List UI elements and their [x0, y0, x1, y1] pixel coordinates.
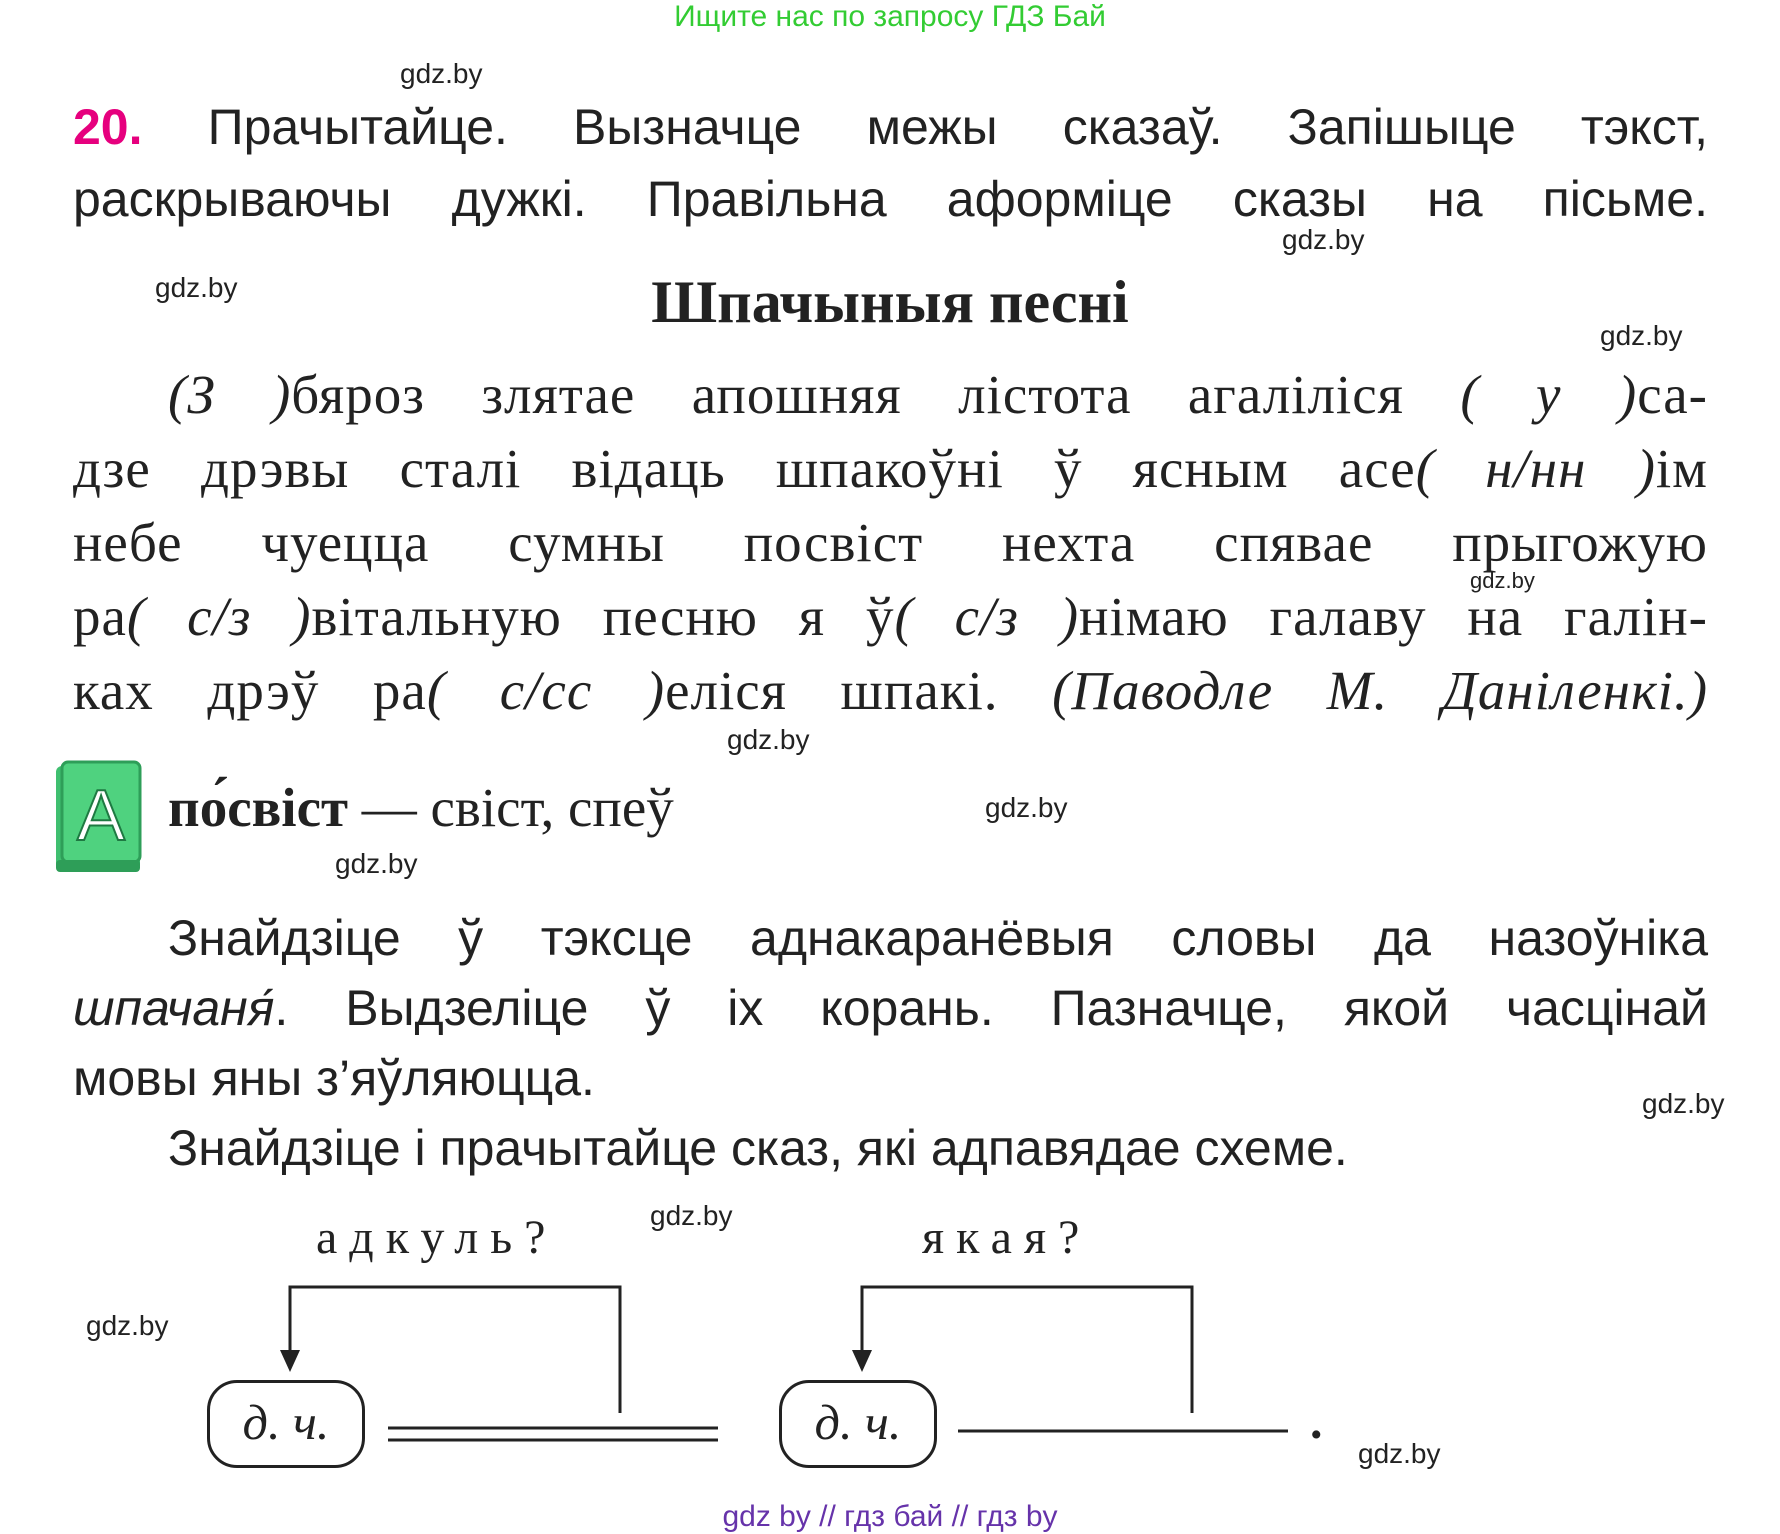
bracket: ( с/з )	[126, 586, 312, 647]
schema-bubble-1: д. ч.	[207, 1380, 365, 1468]
schema-question-1: адкуль?	[316, 1211, 558, 1264]
watermark: gdz.by	[1358, 1438, 1441, 1469]
text-run: Знайдзіце ў тэксце аднакаранёвыя словы да назоўніка	[168, 910, 1708, 966]
bracket: ( с/з )	[894, 586, 1080, 647]
keyword: шпачаня́	[73, 980, 275, 1036]
text-run: дзе дрэвы сталі	[73, 438, 572, 499]
watermark: gdz.by	[86, 1310, 169, 1341]
watermark: gdz.by	[1282, 224, 1365, 255]
schema-arrowhead-2	[852, 1350, 872, 1372]
dictionary-word: по́свіст	[168, 777, 349, 838]
text-run: . Выдзеліце ў іх корань. Пазначце, якой часцінай	[274, 980, 1708, 1036]
text-run: бяроз злятае апошняя лістота агаліліся	[291, 364, 1461, 425]
watermark: gdz.by	[400, 58, 483, 89]
body-line-3: небе чуецца сумны посвіст нехта спявае прыгожую	[73, 512, 1708, 573]
bracket: ( у )	[1460, 364, 1638, 425]
question-1-line-3: мовы яны з’яўляюцца.	[73, 1050, 595, 1106]
dictionary-definition: — свіст, спеў	[348, 777, 674, 838]
top-banner: Ищите нас по запросу ГДЗ Бай	[674, 0, 1106, 33]
text-run: ках дрэў ра	[73, 660, 427, 721]
text-run: еліся шпакі.	[665, 660, 1053, 721]
source-citation: (Паводле М. Даніленкі.)	[1052, 660, 1709, 721]
watermark: gdz.by	[650, 1200, 733, 1231]
watermark: gdz.by	[727, 724, 810, 755]
task-text-1: Прачытайце. Вызначце межы сказаў. Запішыце тэкст,	[207, 99, 1708, 155]
footer: gdz by // гдз бай // гдз by	[722, 1500, 1058, 1533]
task-line-2: раскрываючы дужкі. Правільна аформіце сказы на пісьме.	[73, 171, 1708, 227]
watermark: gdz.by	[1600, 320, 1683, 351]
watermark: gdz.by	[985, 792, 1068, 823]
text-run: са-	[1637, 364, 1708, 425]
schema-arrowhead-1	[280, 1350, 300, 1372]
text-run: вітальную песню я ў	[311, 586, 895, 647]
text-run: німаю галаву на галін-	[1079, 586, 1708, 647]
schema-period: .	[1310, 1393, 1323, 1449]
watermark: gdz.by	[1470, 568, 1535, 593]
text-title: Шпачыныя песні	[651, 269, 1129, 335]
bracket: ( н/нн )	[1415, 438, 1656, 499]
watermark: gdz.by	[335, 848, 418, 879]
question-2: Знайдзіце і прачытайце сказ, які адпавядае схеме.	[168, 1120, 1348, 1176]
bracket: ( с/сс )	[426, 660, 666, 721]
dictionary-letter: A	[76, 776, 126, 856]
text-run: відаць шпакоўні ў ясным асе	[571, 438, 1416, 499]
watermark: gdz.by	[1642, 1088, 1725, 1119]
bracket: (З )	[168, 364, 292, 425]
text-run: ра	[73, 586, 127, 647]
task-number: 20.	[73, 99, 143, 155]
watermark: gdz.by	[155, 272, 238, 303]
schema-question-2: якая?	[922, 1211, 1092, 1264]
schema-bubble-2: д. ч.	[779, 1380, 937, 1468]
text-run: ім	[1655, 438, 1708, 499]
